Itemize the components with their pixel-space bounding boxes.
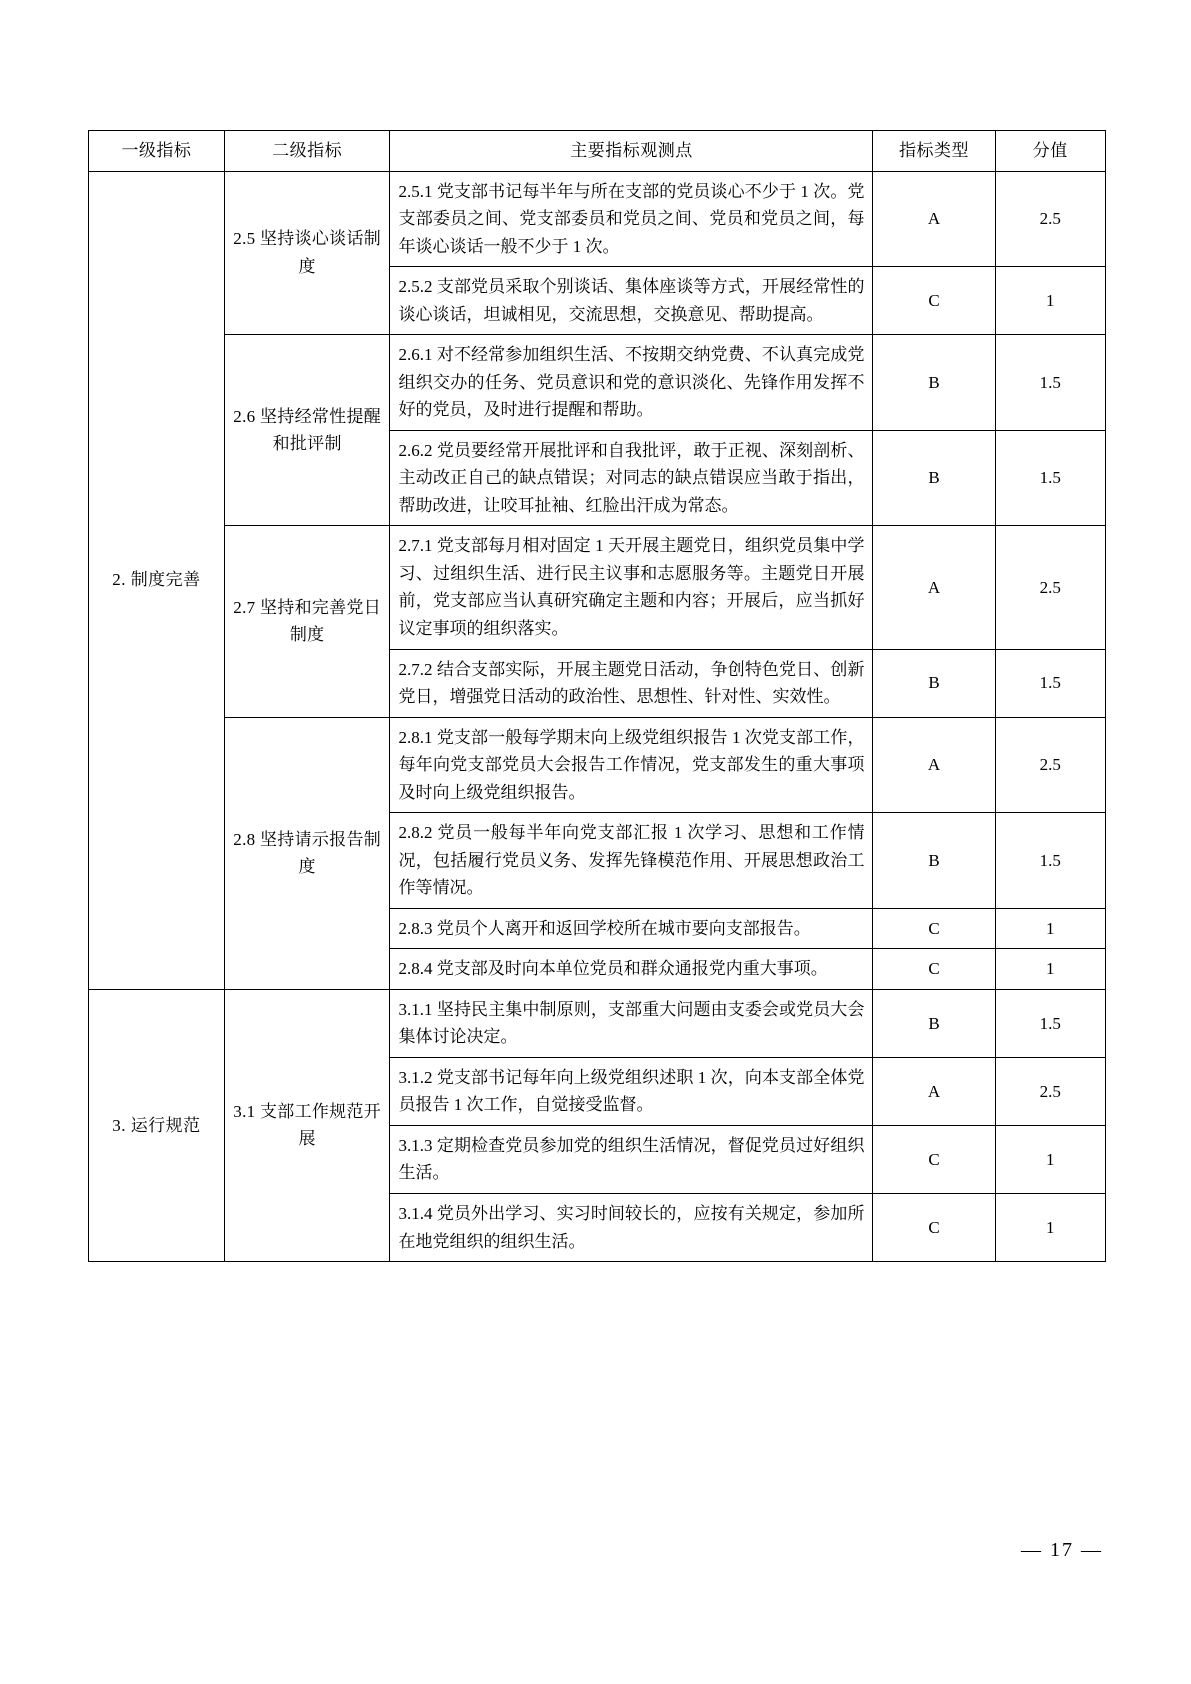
column-header-level1: 一级指标 bbox=[89, 131, 225, 172]
table-row bbox=[89, 717, 1106, 813]
score-cell: 1.5 bbox=[995, 649, 1105, 717]
table-row bbox=[89, 171, 1106, 267]
level2-indicator-cell: 3.1 支部工作规范开展 bbox=[224, 989, 390, 1261]
indicator-type-cell: B bbox=[873, 813, 995, 909]
score-cell: 1.5 bbox=[995, 813, 1105, 909]
indicator-type-cell: A bbox=[873, 171, 995, 267]
level2-indicator-cell: 2.5 坚持谈心谈话制度 bbox=[224, 171, 390, 335]
score-cell: 1.5 bbox=[995, 989, 1105, 1057]
score-cell: 1.5 bbox=[995, 335, 1105, 431]
score-cell: 1 bbox=[995, 949, 1105, 990]
level2-indicator-cell: 2.6 坚持经常性提醒和批评制 bbox=[224, 335, 390, 526]
observation-point-cell: 2.8.3 党员个人离开和返回学校所在城市要向支部报告。 bbox=[390, 908, 873, 949]
indicator-type-cell: C bbox=[873, 267, 995, 335]
score-cell: 1 bbox=[995, 1125, 1105, 1193]
indicator-type-cell: C bbox=[873, 1194, 995, 1262]
observation-point-cell: 2.8.2 党员一般每半年向党支部汇报 1 次学习、思想和工作情况，包括履行党员义务、发挥先锋模范作用、开展思想政治工作等情况。 bbox=[390, 813, 873, 909]
observation-point-cell: 2.6.2 党员要经常开展批评和自我批评，敢于正视、深刻剖析、主动改正自己的缺点错误；对同志的缺点错误应当敢于指出，帮助改进，让咬耳扯袖、红脸出汗成为常态。 bbox=[390, 430, 873, 526]
indicator-type-cell: A bbox=[873, 717, 995, 813]
level2-indicator-cell: 2.7 坚持和完善党日制度 bbox=[224, 526, 390, 717]
indicator-table bbox=[88, 130, 1106, 1262]
indicator-type-cell: C bbox=[873, 1125, 995, 1193]
indicator-type-cell: C bbox=[873, 949, 995, 990]
observation-point-cell: 3.1.1 坚持民主集中制原则，支部重大问题由支委会或党员大会集体讨论决定。 bbox=[390, 989, 873, 1057]
observation-point-cell: 2.5.2 支部党员采取个别谈话、集体座谈等方式，开展经常性的谈心谈话，坦诚相见，交流思想，交换意见、帮助提高。 bbox=[390, 267, 873, 335]
score-cell: 1.5 bbox=[995, 430, 1105, 526]
indicator-type-cell: B bbox=[873, 649, 995, 717]
indicator-type-cell: C bbox=[873, 908, 995, 949]
column-header-observation: 主要指标观测点 bbox=[390, 131, 873, 172]
observation-point-cell: 3.1.3 定期检查党员参加党的组织生活情况，督促党员过好组织生活。 bbox=[390, 1125, 873, 1193]
score-cell: 1 bbox=[995, 267, 1105, 335]
observation-point-cell: 2.8.1 党支部一般每学期末向上级党组织报告 1 次党支部工作，每年向党支部党员大会报告工作情况，党支部发生的重大事项及时向上级党组织报告。 bbox=[390, 717, 873, 813]
observation-point-cell: 2.7.1 党支部每月相对固定 1 天开展主题党日，组织党员集中学习、过组织生活、进行民主议事和志愿服务等。主题党日开展前，党支部应当认真研究确定主题和内容；开展后，应当抓好议定事项的组织落实。 bbox=[390, 526, 873, 649]
observation-point-cell: 2.8.4 党支部及时向本单位党员和群众通报党内重大事项。 bbox=[390, 949, 873, 990]
score-cell: 2.5 bbox=[995, 717, 1105, 813]
table-header-row bbox=[89, 131, 1106, 172]
level1-indicator-cell: 2. 制度完善 bbox=[89, 171, 225, 989]
observation-point-cell: 2.6.1 对不经常参加组织生活、不按期交纳党费、不认真完成党组织交办的任务、党员意识和党的意识淡化、先锋作用发挥不好的党员，及时进行提醒和帮助。 bbox=[390, 335, 873, 431]
observation-point-cell: 3.1.2 党支部书记每年向上级党组织述职 1 次，向本支部全体党员报告 1 次工作，自觉接受监督。 bbox=[390, 1057, 873, 1125]
score-cell: 2.5 bbox=[995, 526, 1105, 649]
page-number: — 17 — bbox=[1021, 1539, 1103, 1561]
level1-indicator-cell: 3. 运行规范 bbox=[89, 989, 225, 1261]
indicator-table-container bbox=[88, 130, 1106, 1262]
score-cell: 2.5 bbox=[995, 171, 1105, 267]
score-cell: 1 bbox=[995, 1194, 1105, 1262]
column-header-type: 指标类型 bbox=[873, 131, 995, 172]
indicator-type-cell: B bbox=[873, 430, 995, 526]
indicator-type-cell: B bbox=[873, 989, 995, 1057]
table-row bbox=[89, 989, 1106, 1057]
table-row bbox=[89, 335, 1106, 431]
column-header-level2: 二级指标 bbox=[224, 131, 390, 172]
level2-indicator-cell: 2.8 坚持请示报告制度 bbox=[224, 717, 390, 989]
table-body bbox=[89, 171, 1106, 1262]
observation-point-cell: 2.7.2 结合支部实际，开展主题党日活动，争创特色党日、创新党日，增强党日活动的政治性、思想性、针对性、实效性。 bbox=[390, 649, 873, 717]
observation-point-cell: 2.5.1 党支部书记每半年与所在支部的党员谈心不少于 1 次。党支部委员之间、党支部委员和党员之间、党员和党员之间，每年谈心谈话一般不少于 1 次。 bbox=[390, 171, 873, 267]
score-cell: 1 bbox=[995, 908, 1105, 949]
indicator-type-cell: A bbox=[873, 526, 995, 649]
indicator-type-cell: B bbox=[873, 335, 995, 431]
observation-point-cell: 3.1.4 党员外出学习、实习时间较长的，应按有关规定，参加所在地党组织的组织生活。 bbox=[390, 1194, 873, 1262]
table-row bbox=[89, 526, 1106, 649]
score-cell: 2.5 bbox=[995, 1057, 1105, 1125]
indicator-type-cell: A bbox=[873, 1057, 995, 1125]
column-header-score: 分值 bbox=[995, 131, 1105, 172]
